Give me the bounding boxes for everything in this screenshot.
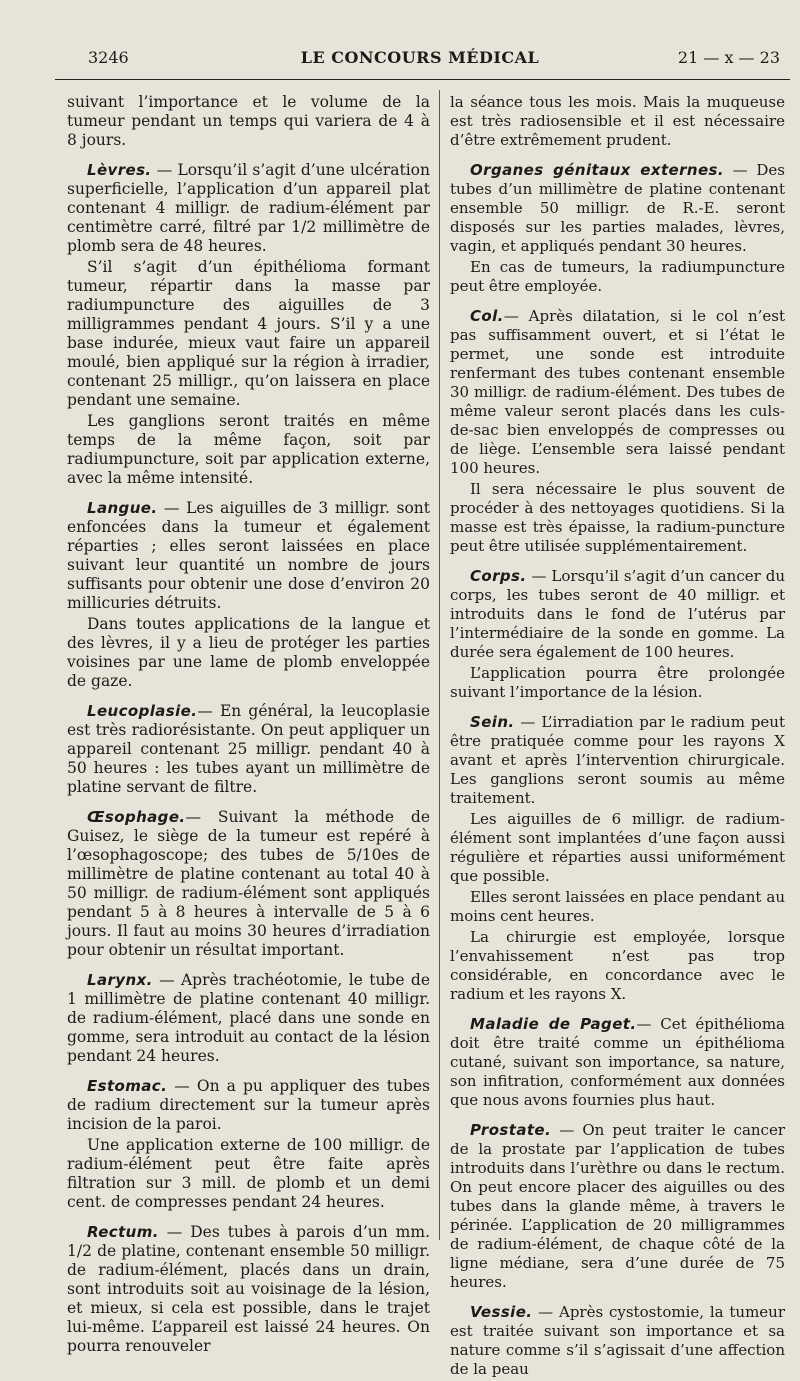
section-paragraph [67,808,430,960]
header-rule [55,79,790,80]
section-text: — Après cystostomie, la tumeur est traitée suivant son importance et sa nature comme s’il s’agissait d’une affection de la peau [450,1303,785,1378]
section-text: — Lorsqu’il s’agit d’un cancer du corps, les tubes seront de 40 milligr. et introduits dans le fond de l’utérus par l’intermédiaire de la sonde en gomme. La durée sera également de 100 heures. [450,567,785,661]
right-column [450,93,785,1381]
body-paragraph: Il sera nécessaire le plus souvent de procéder à des nettoyages quotidiens. Si la masse est très épaisse, la radium-puncture peut être utilisée supplémentairement. [450,480,785,555]
section-text: — Lorsqu’il s’agit d’une ulcération superficielle, l’application d’un appareil plat contenant 4 milligr. de radium-élément par centimètre carré, filtré par 1/2 millimètre de plomb sera de 48 heures. [67,161,430,255]
section-text: — On peut traiter le cancer de la prostate par l’application de tubes introduits dans l’urèthre ou dans le rectum. On peut encore placer des aiguilles ou des tubes dans la glande même, à travers le périnée. L’application de 20 milligrammes de radium-élément, de chaque côté de la ligne médiane, sera d’une durée de 75 heures. [450,1121,785,1291]
section-heading: Lèvres. [87,161,152,179]
section-text: — L’irradiation par le radium peut être pratiquée comme pour les rayons X avant et après l’intervention chirurgicale. Les ganglions seront soumis au même traitement. [450,713,785,807]
section-paragraph [450,713,785,808]
body-paragraph: La chirurgie est employée, lorsque l’envahissement n’est pas trop considérable, en concordance avec le radium et les rayons X. [450,928,785,1003]
section-paragraph [450,1121,785,1292]
section-text: — Des tubes d’un millimètre de platine contenant ensemble 50 milligr. de R.-E. seront disposés sur les parties malades, lèvres, vagin, et appliqués pendant 30 heures. [450,161,785,255]
body-paragraph: S’il s’agit d’un épithélioma formant tumeur, répartir dans la masse par radiumpuncture des aiguilles de 3 milligrammes pendant 4 jours. S’il y a une base indurée, mieux vaut faire un appareil moulé, bien appliqué sur la région à irradier, contenant 25 milligr., qu’on laissera en place pendant une semaine. [67,258,430,409]
body-paragraph: Les aiguilles de 6 milligr. de radium-élément sont implantées d’une façon aussi régulière et réparties aussi uniformément que possible. [450,810,785,885]
section-paragraph [67,161,430,256]
section-paragraph [450,307,785,478]
section-heading: Prostate. [470,1121,552,1139]
page-header [60,48,780,74]
body-paragraph: la séance tous les mois. Mais la muqueuse est très radiosensible et il est nécessaire d’être extrêmement prudent. [450,93,785,149]
page-number: 3246 [88,48,129,67]
section-heading: Vessie. [470,1303,533,1321]
left-column [67,93,430,1358]
section-text: — Cet épithélioma doit être traité comme un épithélioma cutané, suivant son importance, sa nature, son infitration, conformément aux données que nous avons fournies plus haut. [450,1015,785,1109]
section-heading: Sein. [470,713,515,731]
body-paragraph: suivant l’importance et le volume de la tumeur pendant un temps qui variera de 4 à 8 jours. [67,93,430,149]
section-text: — Des tubes à parois d’un mm. 1/2 de platine, contenant ensemble 50 milligr. de radium-élément, placés dans un drain, sont introduits soit au voisinage de la lésion, et mieux, si cela est possible, dans le trajet lui-même. L’appareil est laissé 24 heures. On pourra renouveler [67,1223,430,1355]
section-paragraph [450,567,785,662]
journal-title: LE CONCOURS MÉDICAL [300,48,540,67]
section-heading: Œsophage. [87,808,186,826]
body-paragraph: Dans toutes applications de la langue et des lèvres, il y a lieu de protéger les parties voisines par une lame de plomb enveloppée de gaze. [67,615,430,690]
section-heading: Rectum. [87,1223,159,1241]
section-heading: Col. [470,307,504,325]
body-paragraph: Elles seront laissées en place pendant au moins cent heures. [450,888,785,925]
column-divider [439,90,440,1240]
section-heading: Leucoplasie. [87,702,198,720]
body-paragraph: En cas de tumeurs, la radiumpuncture peut être employée. [450,258,785,295]
section-text: — Suivant la méthode de Guisez, le siège de la tumeur est repéré à l’œsophagoscope; des tubes de 5/10es de millimètre de platine contenant au total 40 à 50 milligr. de radium-élément sont appliqués pendant 5 à 8 heures à intervalle de 5 à 6 jours. Il faut au moins 30 heures d’irradiation pour obtenir un résultat important. [67,808,430,959]
section-text: — Après dilatation, si le col n’est pas suffisamment ouvert, et si l’état le permet, une sonde est introduite renfermant des tubes contenant ensemble 30 milligr. de radium-élément. Des tubes de même valeur seront placés dans les culs-de-sac bien enveloppés de compresses ou de liège. L’ensemble sera laissé pendant 100 heures. [450,307,785,477]
section-paragraph [67,499,430,613]
section-heading: Estomac. [87,1077,168,1095]
body-paragraph: Les ganglions seront traités en même temps de la même façon, soit par radiumpuncture, soit par application externe, avec la même intensité. [67,412,430,487]
section-text: — On a pu appliquer des tubes de radium directement sur la tumeur après incision de la paroi. [67,1077,430,1133]
section-text: — Après trachéotomie, le tube de 1 millimètre de platine contenant 40 milligr. de radium-élément, placé dans une sonde en gomme, sera introduit au contact de la lésion pendant 24 heures. [67,971,430,1065]
section-heading: Langue. [87,499,158,517]
section-heading: Maladie de Paget. [470,1015,637,1033]
section-paragraph [67,1223,430,1356]
section-text: — En général, la leucoplasie est très radiorésistante. On peut appliquer un appareil contenant 25 milligr. pendant 40 à 50 heures : les tubes ayant un millimètre de platine servant de filtre. [67,702,430,796]
section-heading: Corps. [470,567,527,585]
body-paragraph: Une application externe de 100 milligr. de radium-élément peut être faite après filtration sur 3 mill. de plomb et un demi cent. de compresses pendant 24 heures. [67,1136,430,1211]
section-paragraph [67,1077,430,1134]
section-heading: Larynx. [87,971,153,989]
issue-date: 21 — x — 23 [677,48,780,67]
section-paragraph [67,702,430,797]
section-paragraph [450,161,785,256]
section-heading: Organes génitaux externes. [470,161,724,179]
body-paragraph: L’application pourra être prolongée suivant l’importance de la lésion. [450,664,785,701]
section-paragraph [450,1015,785,1110]
section-text: — Les aiguilles de 3 milligr. sont enfoncées dans la tumeur et également réparties ; elles seront laissées en place suivant leur quantité un nombre de jours suffisants pour obtenir une dose d’environ 20 millicuries détruits. [67,499,430,612]
section-paragraph [67,971,430,1066]
section-paragraph [450,1303,785,1379]
